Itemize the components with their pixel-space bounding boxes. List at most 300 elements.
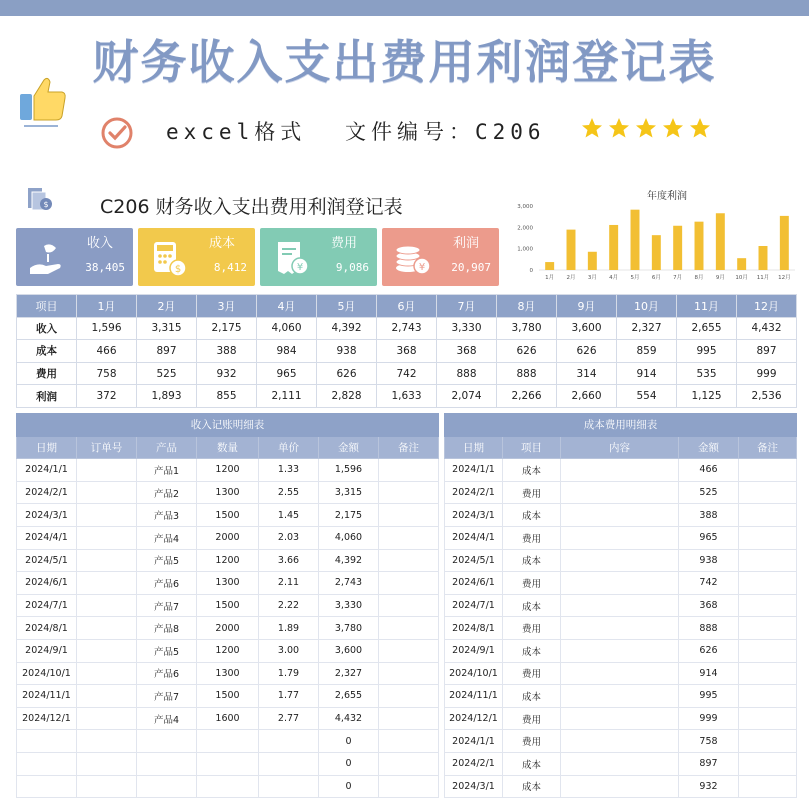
table-row xyxy=(17,775,439,798)
svg-text:¥: ¥ xyxy=(418,262,426,273)
table-cell xyxy=(379,730,439,753)
table-cell xyxy=(17,775,77,798)
column-header: 12月 xyxy=(737,295,797,318)
table-cell xyxy=(197,730,259,753)
table-cell: 932 xyxy=(197,362,257,385)
column-header: 备注 xyxy=(739,436,797,459)
table-cell: 3.66 xyxy=(259,549,319,572)
table-cell: 995 xyxy=(677,340,737,363)
star-icon xyxy=(661,116,685,140)
table-cell: 3,780 xyxy=(319,617,379,640)
table-cell: 4,060 xyxy=(257,317,317,340)
table-cell: 2,743 xyxy=(319,572,379,595)
table-cell xyxy=(561,662,679,685)
table-row xyxy=(17,340,797,363)
table-cell xyxy=(77,662,137,685)
table-cell xyxy=(379,572,439,595)
table-cell: 产品1 xyxy=(137,459,197,482)
table-cell: 2024/2/1 xyxy=(445,752,503,775)
table-cell xyxy=(561,526,679,549)
table-cell xyxy=(561,549,679,572)
table-cell: 产品5 xyxy=(137,549,197,572)
table-cell xyxy=(561,481,679,504)
table-cell xyxy=(379,707,439,730)
row-label: 收入 xyxy=(17,317,77,340)
table-cell: 2024/9/1 xyxy=(17,639,77,662)
table-cell: 2024/3/1 xyxy=(445,504,503,527)
column-header: 内容 xyxy=(561,436,679,459)
table-cell: 1300 xyxy=(197,481,259,504)
table-cell xyxy=(77,752,137,775)
table-cell: 626 xyxy=(497,340,557,363)
income-detail-section xyxy=(16,413,438,798)
table-row xyxy=(445,730,797,753)
table-cell xyxy=(739,617,797,640)
table-cell: 产品7 xyxy=(137,685,197,708)
table-cell: 554 xyxy=(617,385,677,408)
table-cell: 2024/11/1 xyxy=(445,685,503,708)
bar xyxy=(737,258,746,270)
table-cell: 2024/5/1 xyxy=(445,549,503,572)
table-cell xyxy=(561,459,679,482)
table-cell: 2,828 xyxy=(317,385,377,408)
column-header: 金额 xyxy=(319,436,379,459)
table-cell: 938 xyxy=(317,340,377,363)
table-cell: 费用 xyxy=(503,662,561,685)
table-cell: 1.45 xyxy=(259,504,319,527)
table-cell: 2024/4/1 xyxy=(445,526,503,549)
x-tick-label: 5月 xyxy=(630,275,640,281)
table-cell xyxy=(17,730,77,753)
table-cell xyxy=(739,504,797,527)
file-code-label: 文件编号：C206 xyxy=(345,120,546,144)
table-cell xyxy=(561,617,679,640)
table-cell: 2,327 xyxy=(617,317,677,340)
table-cell xyxy=(77,617,137,640)
table-cell: 2024/4/1 xyxy=(17,526,77,549)
table-cell xyxy=(77,775,137,798)
table-cell xyxy=(379,685,439,708)
table-cell xyxy=(197,752,259,775)
table-row xyxy=(17,362,797,385)
table-cell: 855 xyxy=(197,385,257,408)
bar xyxy=(673,226,682,270)
table-cell: 成本 xyxy=(503,594,561,617)
table-cell: 4,060 xyxy=(319,526,379,549)
table-cell: 费用 xyxy=(503,617,561,640)
table-row xyxy=(445,662,797,685)
table-cell: 1200 xyxy=(197,459,259,482)
table-cell: 1,596 xyxy=(77,317,137,340)
table-cell: 888 xyxy=(679,617,739,640)
table-cell: 产品4 xyxy=(137,526,197,549)
table-cell: 914 xyxy=(679,662,739,685)
table-cell: 1,596 xyxy=(319,459,379,482)
card-label: 费用 xyxy=(330,236,357,251)
table-cell: 2,266 xyxy=(497,385,557,408)
table-row xyxy=(17,752,439,775)
table-cell: 2.03 xyxy=(259,526,319,549)
table-cell: 1,893 xyxy=(137,385,197,408)
table-cell: 2,660 xyxy=(557,385,617,408)
table-cell xyxy=(137,730,197,753)
format-label: excel格式 xyxy=(166,120,307,144)
cost-detail-section xyxy=(444,413,796,798)
table-cell xyxy=(561,775,679,798)
check-circle-icon xyxy=(100,116,134,150)
column-header: 6月 xyxy=(377,295,437,318)
table-cell xyxy=(379,526,439,549)
table-cell: 2024/3/1 xyxy=(17,504,77,527)
document-dollar-icon xyxy=(26,186,54,212)
table-cell: 1200 xyxy=(197,639,259,662)
bar xyxy=(588,252,597,270)
table-cell: 626 xyxy=(679,639,739,662)
table-cell xyxy=(379,775,439,798)
card-value: 20,907 xyxy=(451,261,491,274)
table-cell: 2.11 xyxy=(259,572,319,595)
table-row xyxy=(17,481,439,504)
table-cell: 产品8 xyxy=(137,617,197,640)
table-cell: 859 xyxy=(617,340,677,363)
table-cell xyxy=(739,730,797,753)
table-cell xyxy=(197,775,259,798)
table-cell: 3,600 xyxy=(557,317,617,340)
table-cell xyxy=(561,504,679,527)
table-cell: 2024/3/1 xyxy=(445,775,503,798)
table-row xyxy=(445,594,797,617)
column-header: 单价 xyxy=(259,436,319,459)
table-cell: 产品2 xyxy=(137,481,197,504)
table-cell: 4,432 xyxy=(319,707,379,730)
x-tick-label: 10月 xyxy=(735,275,748,281)
table-cell: 产品6 xyxy=(137,662,197,685)
table-cell: 1300 xyxy=(197,662,259,685)
table-cell: 888 xyxy=(497,362,557,385)
table-cell: 产品6 xyxy=(137,572,197,595)
star-icon xyxy=(607,116,631,140)
column-header: 9月 xyxy=(557,295,617,318)
card-label: 成本 xyxy=(208,236,235,251)
table-cell xyxy=(739,594,797,617)
table-cell: 2000 xyxy=(197,617,259,640)
table-row xyxy=(17,662,439,685)
bar xyxy=(759,246,768,270)
table-cell xyxy=(379,549,439,572)
table-cell: 1.79 xyxy=(259,662,319,685)
table-cell: 4,432 xyxy=(737,317,797,340)
table-row xyxy=(17,639,439,662)
table-cell: 742 xyxy=(377,362,437,385)
table-cell: 产品5 xyxy=(137,639,197,662)
table-cell xyxy=(739,685,797,708)
table-cell xyxy=(379,752,439,775)
table-header-row xyxy=(445,436,797,459)
table-cell xyxy=(739,526,797,549)
table-cell: 成本 xyxy=(503,685,561,708)
table-cell: 2.55 xyxy=(259,481,319,504)
table-cell: 897 xyxy=(137,340,197,363)
table-row xyxy=(17,526,439,549)
x-tick-label: 1月 xyxy=(545,275,555,281)
table-cell xyxy=(379,481,439,504)
table-cell xyxy=(739,662,797,685)
table-cell: 2024/10/1 xyxy=(17,662,77,685)
table-cell: 758 xyxy=(679,730,739,753)
table-cell: 3,315 xyxy=(319,481,379,504)
table-cell: 466 xyxy=(77,340,137,363)
table-cell xyxy=(77,572,137,595)
table-cell: 费用 xyxy=(503,572,561,595)
table-cell: 965 xyxy=(257,362,317,385)
table-cell xyxy=(739,549,797,572)
column-header: 项目 xyxy=(17,295,77,318)
svg-text:$: $ xyxy=(43,200,49,209)
table-cell xyxy=(77,730,137,753)
table-cell: 2024/8/1 xyxy=(17,617,77,640)
card-label: 利润 xyxy=(452,236,479,251)
table-cell xyxy=(561,685,679,708)
table-cell: 成本 xyxy=(503,752,561,775)
column-header: 金额 xyxy=(679,436,739,459)
table-cell: 0 xyxy=(319,775,379,798)
table-cell: 成本 xyxy=(503,504,561,527)
table-cell xyxy=(77,481,137,504)
table-row xyxy=(445,617,797,640)
column-header: 8月 xyxy=(497,295,557,318)
table-cell xyxy=(561,752,679,775)
table-cell xyxy=(77,504,137,527)
top-banner-bar xyxy=(0,0,809,16)
table-cell: 1.77 xyxy=(259,685,319,708)
table-cell: 2024/7/1 xyxy=(445,594,503,617)
table-cell: 0 xyxy=(319,730,379,753)
x-tick-label: 6月 xyxy=(651,275,661,281)
table-cell: 1500 xyxy=(197,685,259,708)
column-header: 备注 xyxy=(379,436,439,459)
table-cell: 2,655 xyxy=(677,317,737,340)
card-value: 9,086 xyxy=(335,261,369,274)
y-tick-label: 2,000 xyxy=(517,225,533,232)
y-tick-label: 0 xyxy=(529,268,533,274)
x-tick-label: 3月 xyxy=(587,275,597,281)
table-cell: 产品4 xyxy=(137,707,197,730)
card-expense xyxy=(260,228,377,286)
table-cell: 1500 xyxy=(197,594,259,617)
table-cell xyxy=(379,594,439,617)
bar xyxy=(695,222,704,270)
chart-title: 年度利润 xyxy=(647,191,687,202)
table-cell: 2,074 xyxy=(437,385,497,408)
card-label: 收入 xyxy=(86,236,113,251)
table-cell xyxy=(379,662,439,685)
table-cell: 626 xyxy=(317,362,377,385)
column-header: 10月 xyxy=(617,295,677,318)
card-profit xyxy=(382,228,499,286)
table-cell: 742 xyxy=(679,572,739,595)
monthly-summary-table xyxy=(16,294,797,408)
table-row xyxy=(445,752,797,775)
table-cell: 2024/1/1 xyxy=(445,459,503,482)
column-header: 订单号 xyxy=(77,436,137,459)
column-header: 日期 xyxy=(445,436,503,459)
svg-text:$: $ xyxy=(174,264,182,275)
svg-text:¥: ¥ xyxy=(296,262,304,273)
x-tick-label: 9月 xyxy=(715,275,725,281)
page-title: 财务收入支出费用利润登记表 xyxy=(92,35,717,89)
table-row xyxy=(17,617,439,640)
table-cell: 388 xyxy=(197,340,257,363)
table-cell: 897 xyxy=(737,340,797,363)
rating-stars xyxy=(580,116,712,140)
table-header-row xyxy=(17,295,797,318)
table-row xyxy=(17,707,439,730)
table-cell: 914 xyxy=(617,362,677,385)
table-cell: 2024/2/1 xyxy=(17,481,77,504)
bar xyxy=(631,210,640,270)
x-tick-label: 8月 xyxy=(694,275,704,281)
table-row xyxy=(445,481,797,504)
table-cell xyxy=(77,639,137,662)
table-cell xyxy=(561,594,679,617)
star-icon xyxy=(580,116,604,140)
table-cell: 965 xyxy=(679,526,739,549)
table-cell xyxy=(561,639,679,662)
table-cell: 314 xyxy=(557,362,617,385)
table-cell: 525 xyxy=(679,481,739,504)
table-cell: 2.22 xyxy=(259,594,319,617)
column-header: 日期 xyxy=(17,436,77,459)
table-cell: 4,392 xyxy=(317,317,377,340)
table-row xyxy=(17,504,439,527)
table-cell xyxy=(739,775,797,798)
bar xyxy=(716,213,725,270)
table-row xyxy=(17,572,439,595)
table-cell: 2024/10/1 xyxy=(445,662,503,685)
table-cell: 2,536 xyxy=(737,385,797,408)
table-cell: 1,125 xyxy=(677,385,737,408)
table-cell: 626 xyxy=(557,340,617,363)
table-cell: 888 xyxy=(437,362,497,385)
table-cell xyxy=(561,707,679,730)
table-cell: 2,175 xyxy=(197,317,257,340)
table-cell xyxy=(17,752,77,775)
table-cell xyxy=(77,685,137,708)
table-row xyxy=(17,594,439,617)
table-cell: 525 xyxy=(137,362,197,385)
table-cell: 3,780 xyxy=(497,317,557,340)
table-cell: 938 xyxy=(679,549,739,572)
table-cell xyxy=(77,549,137,572)
table-row xyxy=(445,639,797,662)
table-cell: 999 xyxy=(679,707,739,730)
table-cell: 897 xyxy=(679,752,739,775)
calculator-icon xyxy=(148,238,188,278)
table-cell xyxy=(259,752,319,775)
table-cell xyxy=(739,572,797,595)
table-cell: 2,111 xyxy=(257,385,317,408)
table-cell xyxy=(739,707,797,730)
table-cell xyxy=(379,617,439,640)
table-cell: 1600 xyxy=(197,707,259,730)
table-header-row xyxy=(17,436,439,459)
table-cell xyxy=(77,707,137,730)
bar xyxy=(545,262,554,270)
receipt-icon xyxy=(270,238,310,278)
table-cell: 费用 xyxy=(503,707,561,730)
table-cell xyxy=(739,639,797,662)
row-label: 成本 xyxy=(17,340,77,363)
table-cell xyxy=(77,594,137,617)
table-cell: 984 xyxy=(257,340,317,363)
detail-title-row xyxy=(445,414,797,437)
table-cell xyxy=(137,775,197,798)
table-cell: 2,743 xyxy=(377,317,437,340)
row-label: 利润 xyxy=(17,385,77,408)
table-row xyxy=(445,526,797,549)
annual-profit-chart xyxy=(505,188,800,288)
card-value: 38,405 xyxy=(85,261,125,274)
table-cell: 产品3 xyxy=(137,504,197,527)
table-cell: 758 xyxy=(77,362,137,385)
table-cell: 1,633 xyxy=(377,385,437,408)
table-cell xyxy=(259,730,319,753)
table-cell: 3,330 xyxy=(437,317,497,340)
card-cost xyxy=(138,228,255,286)
bar xyxy=(609,225,618,270)
table-cell: 1.89 xyxy=(259,617,319,640)
table-cell: 2024/8/1 xyxy=(445,617,503,640)
table-cell: 372 xyxy=(77,385,137,408)
star-icon xyxy=(634,116,658,140)
column-header: 7月 xyxy=(437,295,497,318)
column-header: 3月 xyxy=(197,295,257,318)
bar xyxy=(652,235,661,270)
table-cell: 产品7 xyxy=(137,594,197,617)
table-row xyxy=(445,549,797,572)
table-cell xyxy=(77,526,137,549)
table-cell: 368 xyxy=(377,340,437,363)
column-header: 数量 xyxy=(197,436,259,459)
table-cell xyxy=(561,572,679,595)
x-tick-label: 2月 xyxy=(566,275,576,281)
table-row xyxy=(17,459,439,482)
detail-title: 成本费用明细表 xyxy=(445,414,797,437)
table-row xyxy=(445,775,797,798)
column-header: 1月 xyxy=(77,295,137,318)
x-tick-label: 7月 xyxy=(673,275,683,281)
table-cell xyxy=(259,775,319,798)
coins-icon xyxy=(392,238,432,278)
column-header: 项目 xyxy=(503,436,561,459)
table-cell: 费用 xyxy=(503,730,561,753)
table-row xyxy=(445,504,797,527)
table-cell: 成本 xyxy=(503,639,561,662)
row-label: 费用 xyxy=(17,362,77,385)
summary-cards xyxy=(16,228,500,286)
table-row xyxy=(17,549,439,572)
table-cell: 932 xyxy=(679,775,739,798)
table-cell: 成本 xyxy=(503,775,561,798)
cost-detail-table xyxy=(444,413,797,798)
table-row xyxy=(445,707,797,730)
column-header: 11月 xyxy=(677,295,737,318)
table-cell xyxy=(77,459,137,482)
table-cell: 388 xyxy=(679,504,739,527)
table-row xyxy=(445,459,797,482)
table-cell: 2024/1/1 xyxy=(17,459,77,482)
table-cell: 3,600 xyxy=(319,639,379,662)
